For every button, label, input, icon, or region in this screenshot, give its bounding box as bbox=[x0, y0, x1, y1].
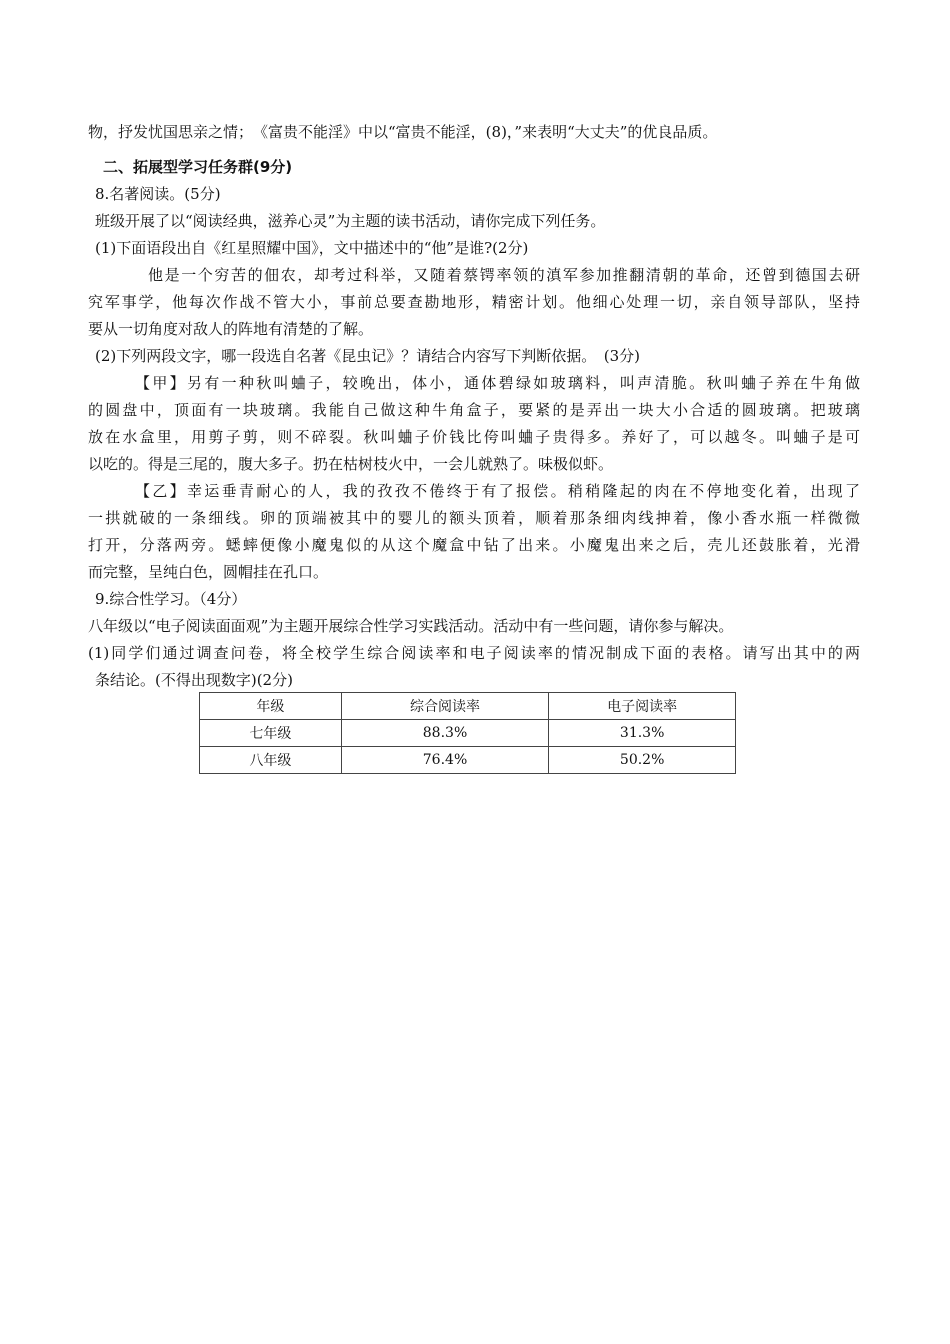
table-cell: 七年级 bbox=[200, 720, 342, 747]
table-header-cell: 年级 bbox=[200, 693, 342, 720]
passage-line: 究军事学，他每次作战不管大小，事前总要查勘地形，精密计划。他细心处理一切，亲自领导部队，坚持 bbox=[88, 293, 860, 311]
passage-jia-line: 【甲】另有一种秋叫蛐子，较晚出，体小，通体碧绿如玻璃料，叫声清脆。秋叫蛐子养在牛角做 bbox=[135, 374, 860, 392]
table-header-row bbox=[200, 693, 736, 720]
question-8-title: 8.名著阅读。(5分) bbox=[95, 185, 221, 203]
table-cell: 50.2% bbox=[549, 747, 736, 774]
table-row bbox=[200, 720, 736, 747]
table-cell: 76.4% bbox=[341, 747, 549, 774]
question-9-intro: 八年级以“电子阅读面面观”为主题开展综合性学习实践活动。活动中有一些问题，请你参与解决。 bbox=[88, 617, 734, 635]
table-row bbox=[200, 747, 736, 774]
passage-yi-line: 一拱就破的一条细线。卵的顶端被其中的婴儿的额头顶着，顺着那条细肉线抻着，像小香水瓶一样微微 bbox=[88, 509, 860, 527]
text-line-continuation: 物，抒发忧国思亲之情； 《富贵不能淫》中以“富贵不能淫，(8)，”来表明“大丈夫”的优良品质。 bbox=[88, 123, 718, 141]
passage-jia-line: 以吃的。得是三尾的，腹大多子。扔在枯树枝火中，一会儿就熟了。味极似虾。 bbox=[88, 455, 614, 473]
table-header-cell: 综合阅读率 bbox=[341, 693, 549, 720]
question-8-part-1: (1)下面语段出自《红星照耀中国》，文中描述中的“他”是谁?(2分) bbox=[95, 239, 529, 257]
question-8-part-2: (2)下列两段文字，哪一段选自名著《昆虫记》？请结合内容写下判断依据。 (3分) bbox=[95, 347, 640, 365]
section-title: 二、拓展型学习任务群(9分) bbox=[103, 158, 293, 176]
passage-line: 他是一个穷苦的佃农，却考过科举，又随着蔡锷率领的滇军参加推翻清朝的革命，还曾到德国去研 bbox=[148, 266, 860, 284]
passage-yi-line: 打开，分落两旁。蟋蟀便像小魔鬼似的从这个魔盒中钻了出来。小魔鬼出来之后，壳儿还鼓胀着，光滑 bbox=[88, 536, 860, 554]
table-header-cell: 电子阅读率 bbox=[549, 693, 736, 720]
reading-rate-table bbox=[199, 692, 736, 774]
passage-jia-line: 的圆盘中，顶面有一块玻璃。我能自己做这种牛角盒子，要紧的是弄出一块大小合适的圆玻璃。把玻璃 bbox=[88, 401, 860, 419]
question-9-part-1: (1)同学们通过调查问卷，将全校学生综合阅读率和电子阅读率的情况制成下面的表格。请写出其中的两 bbox=[88, 644, 860, 662]
passage-yi-line: 【乙】幸运垂青耐心的人，我的孜孜不倦终于有了报偿。稍稍隆起的肉在不停地变化着，出现了 bbox=[135, 482, 860, 500]
question-9-title: 9.综合性学习。（4分） bbox=[95, 590, 247, 608]
passage-yi-line: 而完整，呈纯白色，圆帽挂在孔口。 bbox=[88, 563, 329, 581]
table-cell: 八年级 bbox=[200, 747, 342, 774]
question-8-intro: 班级开展了以“阅读经典，滋养心灵”为主题的读书活动，请你完成下列任务。 bbox=[95, 212, 606, 230]
question-9-part-1-cont: 条结论。(不得出现数字)(2分) bbox=[95, 671, 293, 689]
table-cell: 31.3% bbox=[549, 720, 736, 747]
passage-jia-line: 放在水盒里，用剪子剪，则不碎裂。秋叫蛐子价钱比侉叫蛐子贵得多。养好了，可以越冬。叫蛐子是可 bbox=[88, 428, 860, 446]
passage-line: 要从一切角度对敌人的阵地有清楚的了解。 bbox=[88, 320, 374, 338]
table-cell: 88.3% bbox=[341, 720, 549, 747]
